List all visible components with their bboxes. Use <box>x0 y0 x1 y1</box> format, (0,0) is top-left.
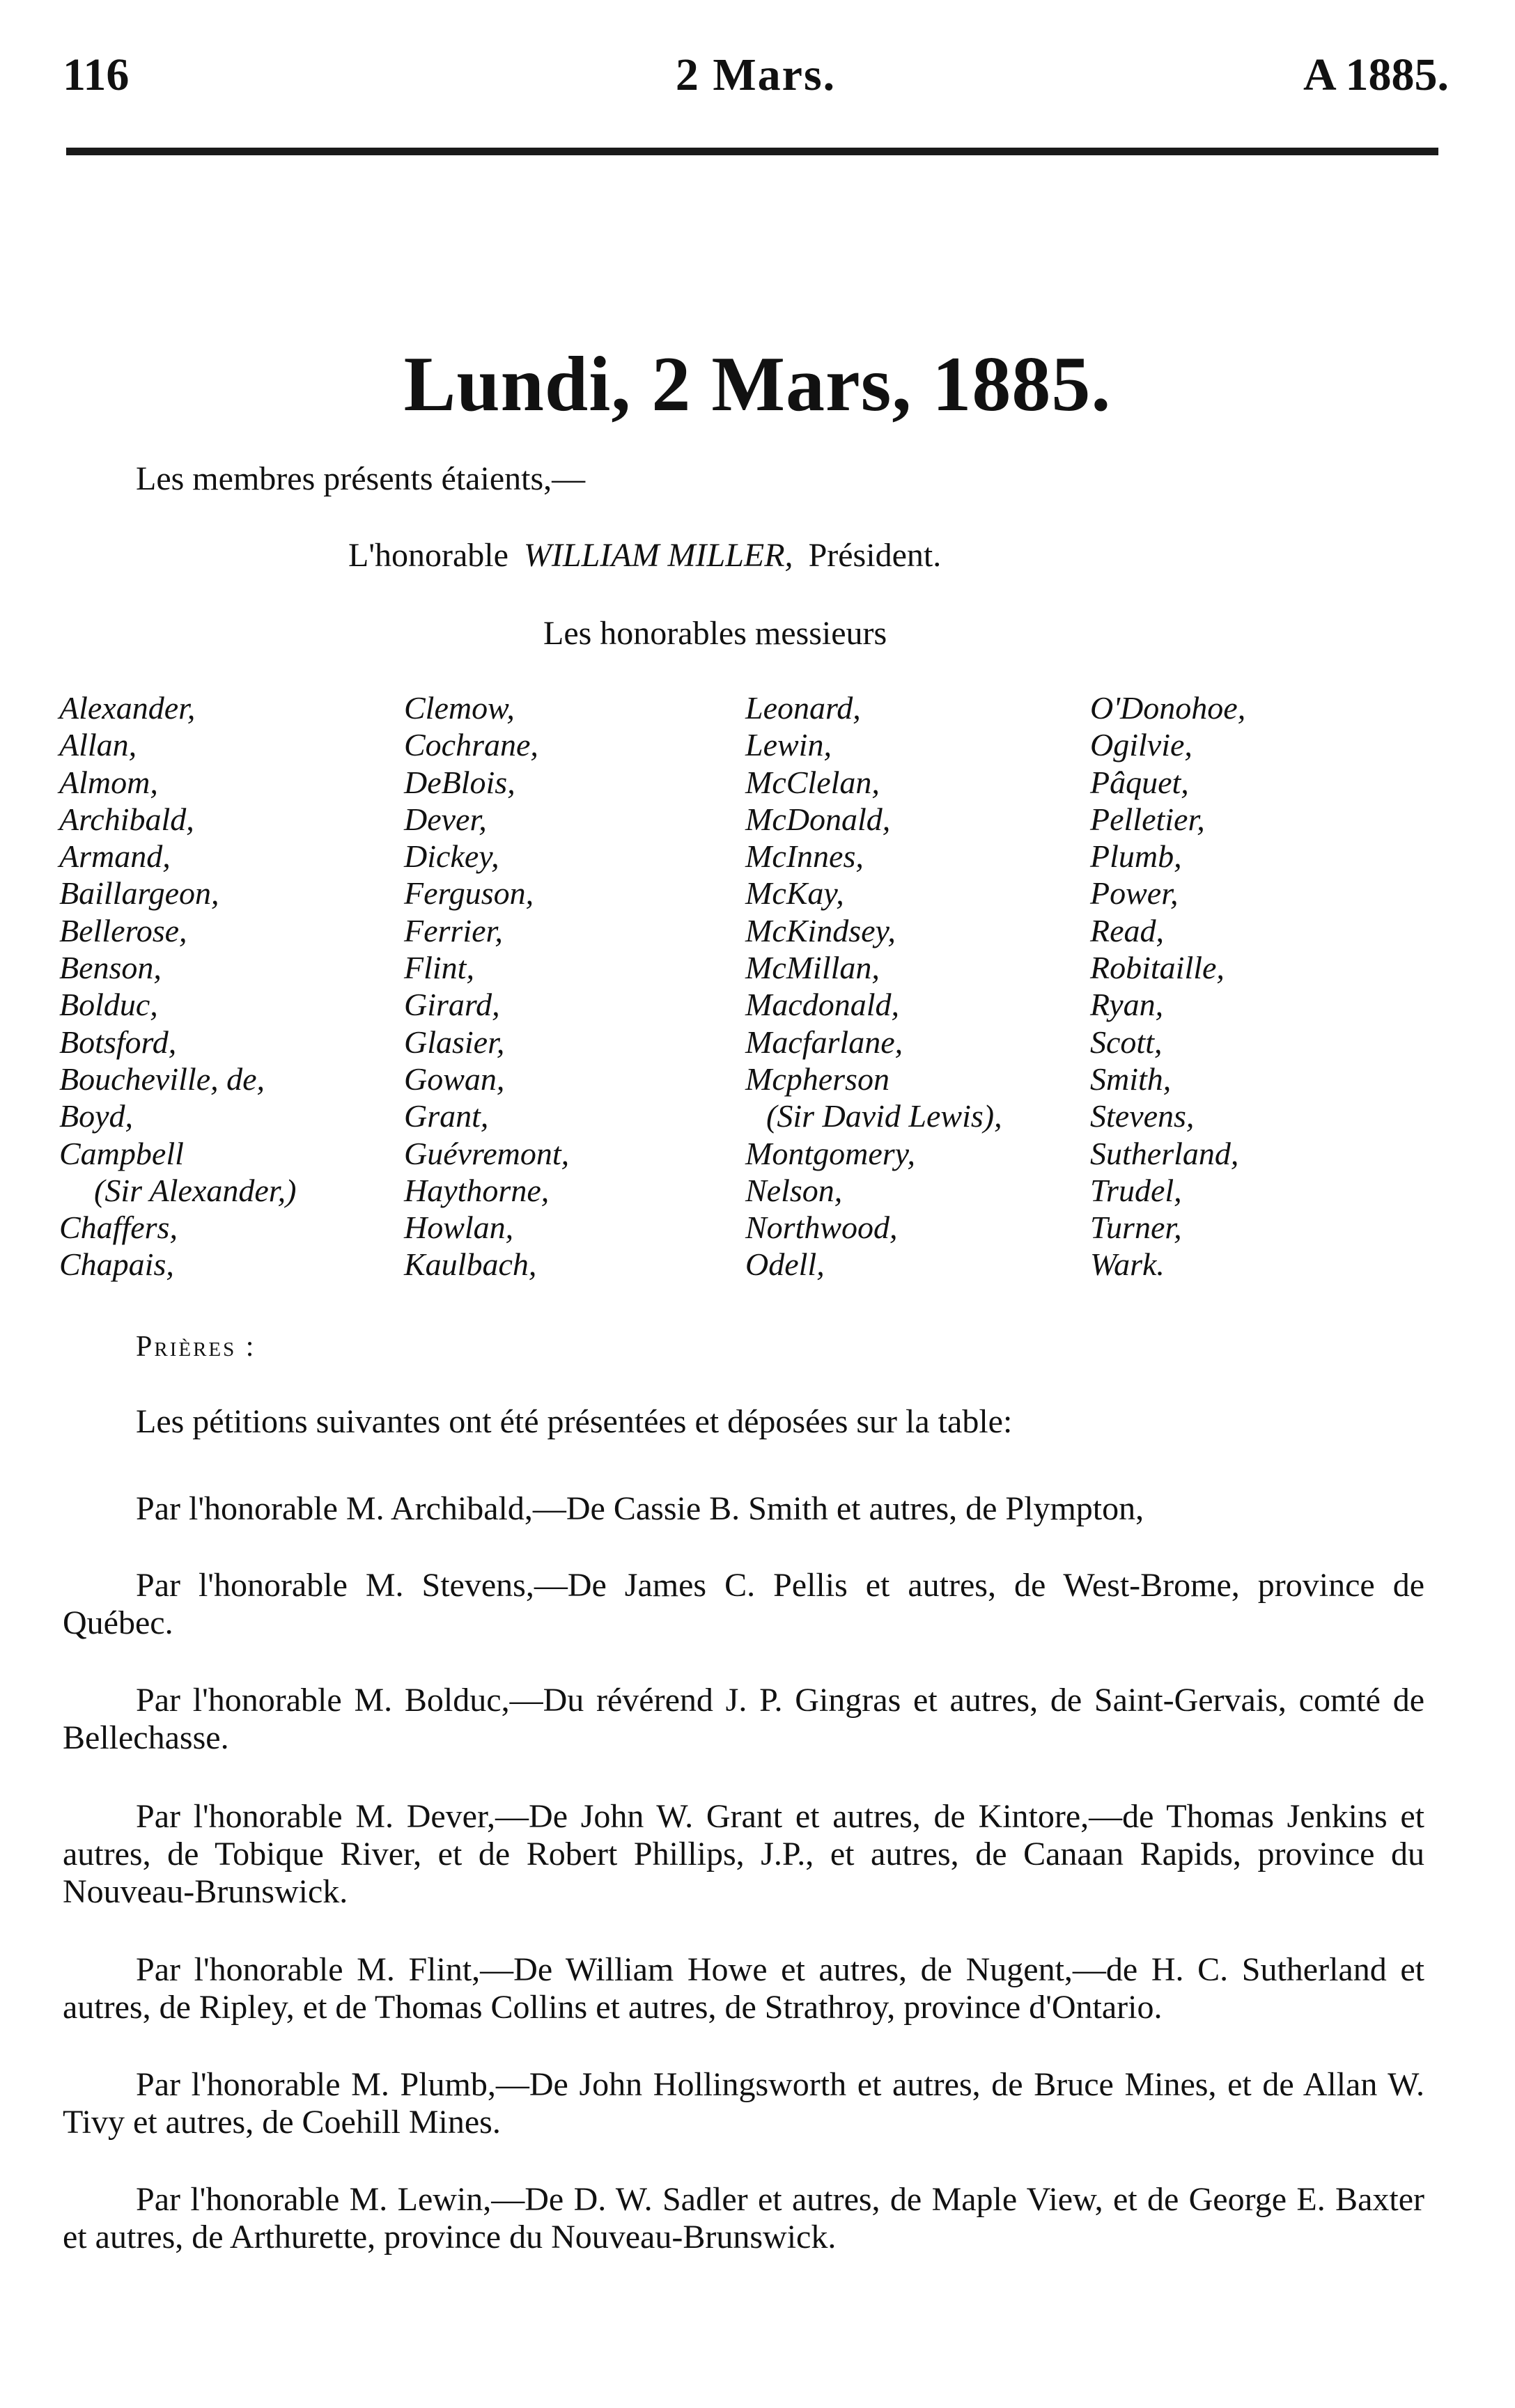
member-name: Chaffers, <box>59 1210 178 1246</box>
prayers-heading: Prières : <box>136 1331 256 1363</box>
member-name: Allan, <box>59 727 137 763</box>
member-name: Girard, <box>404 987 500 1023</box>
petition-paragraph: Par l'honorable M. Lewin,—De D. W. Sadler et autres, de Maple View, et de George E. Baxter et autres, de Arthurette, province du Nouveau-Brunswick. <box>63 2181 1424 2255</box>
member-name: Botsford, <box>59 1024 177 1060</box>
president-name: WILLIAM MILLER, <box>523 537 793 574</box>
member-name: Power, <box>1090 875 1179 912</box>
member-name: Baillargeon, <box>59 875 219 912</box>
member-name: Odell, <box>745 1246 825 1283</box>
member-name: Trudel, <box>1090 1172 1182 1208</box>
header-date: 2 Mars. <box>675 49 837 100</box>
petition-paragraph: Par l'honorable M. Stevens,—De James C. Pellis et autres, de West-Brome, province de Québec. <box>63 1567 1424 1641</box>
member-name: DeBlois, <box>404 764 515 800</box>
member-name: McKay, <box>745 875 844 912</box>
member-name: Guévremont, <box>404 1135 570 1171</box>
member-name: Ogilvie, <box>1090 727 1192 763</box>
member-name: Turner, <box>1090 1210 1182 1246</box>
president-line <box>348 536 941 574</box>
member-name: Howlan, <box>404 1210 514 1246</box>
member-name: McInnes, <box>745 838 864 875</box>
member-name: Glasier, <box>404 1024 505 1060</box>
member-name: Lewin, <box>745 727 832 763</box>
member-name: Pâquet, <box>1090 764 1189 800</box>
honorables-heading: Les honorables messieurs <box>543 615 887 652</box>
member-name: Haythorne, <box>404 1172 550 1208</box>
member-name: Smith, <box>1090 1061 1172 1097</box>
members-column-4 <box>1090 689 1245 1283</box>
petition-paragraph: Par l'honorable M. Archibald,—De Cassie B. Smith et autres, de Plympton, <box>136 1490 1144 1527</box>
petition-paragraph: Par l'honorable M. Bolduc,—Du révérend J. P. Gingras et autres, de Saint-Gervais, comté de Bellechasse. <box>63 1682 1424 1756</box>
member-name: Armand, <box>59 838 171 875</box>
member-name: (Sir David Lewis), <box>766 1098 1002 1134</box>
member-name: Bolduc, <box>59 987 158 1023</box>
petitions-intro: Les pétitions suivantes ont été présentées et déposées sur la table: <box>136 1403 1013 1440</box>
member-name: Wark. <box>1090 1246 1165 1283</box>
member-name: Ryan, <box>1090 987 1164 1023</box>
member-name: Benson, <box>59 950 162 986</box>
member-name: Boyd, <box>59 1098 134 1134</box>
member-name: Stevens, <box>1090 1098 1195 1134</box>
members-list <box>59 689 1452 1302</box>
page-title: Lundi, 2 Mars, 1885. <box>403 341 1112 428</box>
members-column-1 <box>59 689 296 1283</box>
member-name: Boucheville, de, <box>59 1061 265 1097</box>
president-prefix: L'honorable <box>348 537 508 574</box>
member-name: McKindsey, <box>745 912 896 948</box>
member-name: Archibald, <box>59 801 194 837</box>
members-column-2 <box>404 689 569 1283</box>
member-name: Read, <box>1090 912 1165 948</box>
member-name: Leonard, <box>745 690 861 726</box>
member-name: (Sir Alexander,) <box>94 1172 297 1208</box>
header-year: A 1885. <box>1303 49 1449 100</box>
member-name: Chapais, <box>59 1246 174 1283</box>
member-name: Macdonald, <box>745 987 900 1023</box>
member-name: Dickey, <box>404 838 499 875</box>
member-name: Dever, <box>404 801 487 837</box>
page-number: 116 <box>63 49 130 100</box>
member-name: McMillan, <box>745 950 880 986</box>
member-name: Macfarlane, <box>745 1024 903 1060</box>
member-name: Alexander, <box>59 690 196 726</box>
member-name: Flint, <box>404 950 474 986</box>
president-role: Président. <box>808 537 942 574</box>
member-name: Bellerose, <box>59 912 187 948</box>
member-name: O'Donohoe, <box>1090 690 1246 726</box>
header-rule <box>66 148 1438 155</box>
member-name: Ferguson, <box>404 875 534 912</box>
member-name: McDonald, <box>745 801 891 837</box>
member-name: Northwood, <box>745 1210 898 1246</box>
member-name: Pelletier, <box>1090 801 1205 837</box>
petition-paragraph: Par l'honorable M. Plumb,—De John Hollingsworth et autres, de Bruce Mines, et de Allan W. Tivy et autres, de Coehill Mines. <box>63 2066 1424 2141</box>
member-name: Campbell <box>59 1135 184 1171</box>
member-name: Cochrane, <box>404 727 538 763</box>
members-intro: Les membres présents étaients,— <box>136 460 586 497</box>
members-column-3 <box>745 689 1002 1283</box>
member-name: McClelan, <box>745 764 880 800</box>
member-name: Clemow, <box>404 690 515 726</box>
member-name: Ferrier, <box>404 912 503 948</box>
member-name: Plumb, <box>1090 838 1182 875</box>
member-name: Gowan, <box>404 1061 505 1097</box>
member-name: Almom, <box>59 764 158 800</box>
member-name: Montgomery, <box>745 1135 916 1171</box>
member-name: Kaulbach, <box>404 1246 537 1283</box>
member-name: Robitaille, <box>1090 950 1225 986</box>
member-name: Grant, <box>404 1098 489 1134</box>
member-name: Mcpherson <box>745 1061 889 1097</box>
member-name: Nelson, <box>745 1172 843 1208</box>
member-name: Scott, <box>1090 1024 1163 1060</box>
petition-paragraph: Par l'honorable M. Flint,—De William Howe et autres, de Nugent,—de H. C. Sutherland et autres, de Ripley, et de Thomas Collins et autres, de Strathroy, province d'Ontario. <box>63 1951 1424 2026</box>
member-name: Sutherland, <box>1090 1135 1239 1171</box>
petition-paragraph: Par l'honorable M. Dever,—De John W. Grant et autres, de Kintore,—de Thomas Jenkins et autres, de Tobique River, et de Robert Phillips, J.P., et autres, de Canaan Rapids, province du Nouveau-Brunswick. <box>63 1798 1424 1910</box>
running-header <box>63 49 1449 111</box>
